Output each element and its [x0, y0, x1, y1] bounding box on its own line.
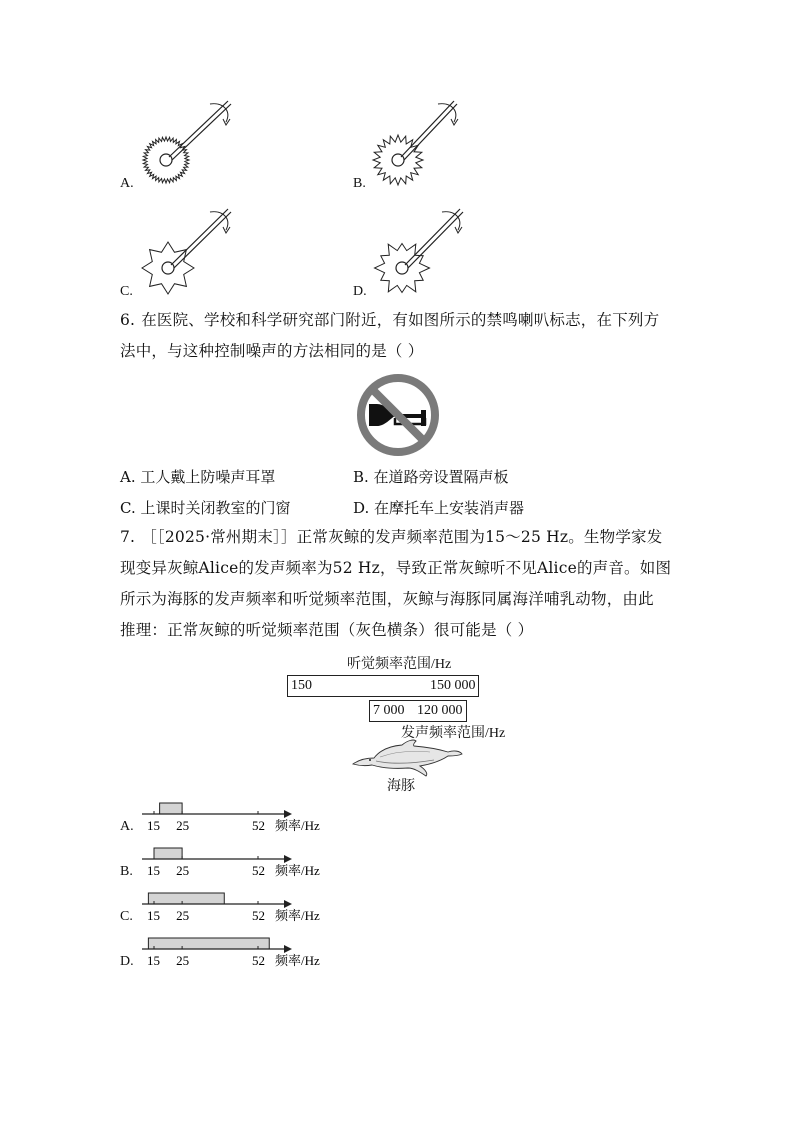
axis-arrow-icon: [284, 810, 292, 818]
hearing-range-min: 150: [291, 678, 312, 693]
axis-option-a-label[interactable]: A.: [120, 819, 134, 834]
question-6-line-2: 法中，与这种控制噪声的方法相同的是（ ）: [120, 342, 424, 360]
axis-tick-label: 52: [252, 908, 265, 923]
question-6-line-1: 在医院、学校和科学研究部门附近，有如图所示的禁鸣喇叭标志，在下列方: [141, 311, 660, 329]
q6-option-b[interactable]: B. 在道路旁设置隔声板: [353, 468, 509, 486]
axis-arrow-icon: [284, 855, 292, 863]
axis-tick-label: 25: [176, 818, 190, 833]
question-7: [120, 522, 720, 646]
gear-irregular-teeth: [375, 244, 430, 293]
hearing-range-bar: [154, 848, 182, 859]
axis-tick-label: 15: [147, 953, 160, 968]
axis-label: 频率/Hz: [275, 863, 320, 878]
axis-option-c-chart: [0, 887, 340, 927]
axis-option-b-label[interactable]: B.: [120, 864, 133, 879]
axis-tick-label: 15: [147, 818, 160, 833]
voice-range-min: 7 000: [373, 703, 405, 718]
hearing-range-bar: [148, 938, 269, 949]
hearing-range-max: 150 000: [430, 678, 476, 693]
axis-option-d-label[interactable]: D.: [120, 954, 134, 969]
axis-label: 频率/Hz: [275, 953, 320, 968]
gear-figure-c: [136, 200, 246, 300]
axis-tick-label: 25: [176, 953, 190, 968]
hearing-range-bar: [148, 893, 224, 904]
option-b-label[interactable]: B.: [353, 176, 366, 191]
q6-option-c[interactable]: C. 上课时关闭教室的门窗: [120, 499, 291, 517]
axis-tick-label: 25: [176, 908, 190, 923]
axis-tick-label: 52: [252, 953, 265, 968]
axis-option-c-label[interactable]: C.: [120, 909, 133, 924]
no-horn-sign: [355, 372, 441, 458]
question-6: [120, 305, 700, 367]
axis-tick-label: 52: [252, 818, 265, 833]
question-7-line-2: 现变异灰鲸Alice的发声频率为52 Hz，导致正常灰鲸听不见Alice的声音。如图: [120, 559, 672, 577]
axis-tick-label: 15: [147, 908, 160, 923]
question-7-line-1: ［［2025·常州期末］］正常灰鲸的发声频率范围为15～25 Hz。生物学家发: [141, 528, 663, 546]
option-a-label[interactable]: A.: [120, 176, 134, 191]
voice-range-title: 发声频率范围/Hz: [401, 726, 506, 741]
axis-tick-label: 25: [176, 863, 190, 878]
q6-option-d[interactable]: D. 在摩托车上安装消声器: [353, 499, 525, 517]
question-7-line-4: 推理：正常灰鲸的听觉频率范围（灰色横条）很可能是（ ）: [120, 621, 534, 639]
q6-option-a[interactable]: A. 工人戴上防噪声耳罩: [120, 468, 276, 486]
gear-figure-a: [136, 92, 246, 192]
axis-tick-label: 52: [252, 863, 265, 878]
axis-option-b-chart: [0, 842, 340, 882]
axis-label: 频率/Hz: [275, 908, 320, 923]
dolphin-label: 海豚: [387, 779, 415, 794]
voice-range-max: 120 000: [417, 703, 463, 718]
gear-figure-d: [368, 200, 478, 300]
option-d-label[interactable]: D.: [353, 284, 367, 299]
question-7-number: 7.: [120, 528, 136, 546]
axis-arrow-icon: [284, 945, 292, 953]
axis-tick-label: 15: [147, 863, 160, 878]
option-c-label[interactable]: C.: [120, 284, 133, 299]
axis-arrow-icon: [284, 900, 292, 908]
question-7-line-3: 所示为海豚的发声频率和听觉频率范围，灰鲸与海豚同属海洋哺乳动物，由此: [120, 590, 654, 608]
dolphin-illustration: [350, 738, 465, 778]
hearing-range-bar: [160, 803, 182, 814]
question-6-number: 6.: [120, 311, 136, 329]
axis-option-a-chart: [0, 797, 340, 837]
axis-label: 频率/Hz: [275, 818, 320, 833]
gear-figure-b: [368, 92, 478, 192]
hearing-range-title: 听觉频率范围/Hz: [347, 657, 452, 672]
axis-option-d-chart: [0, 932, 340, 972]
